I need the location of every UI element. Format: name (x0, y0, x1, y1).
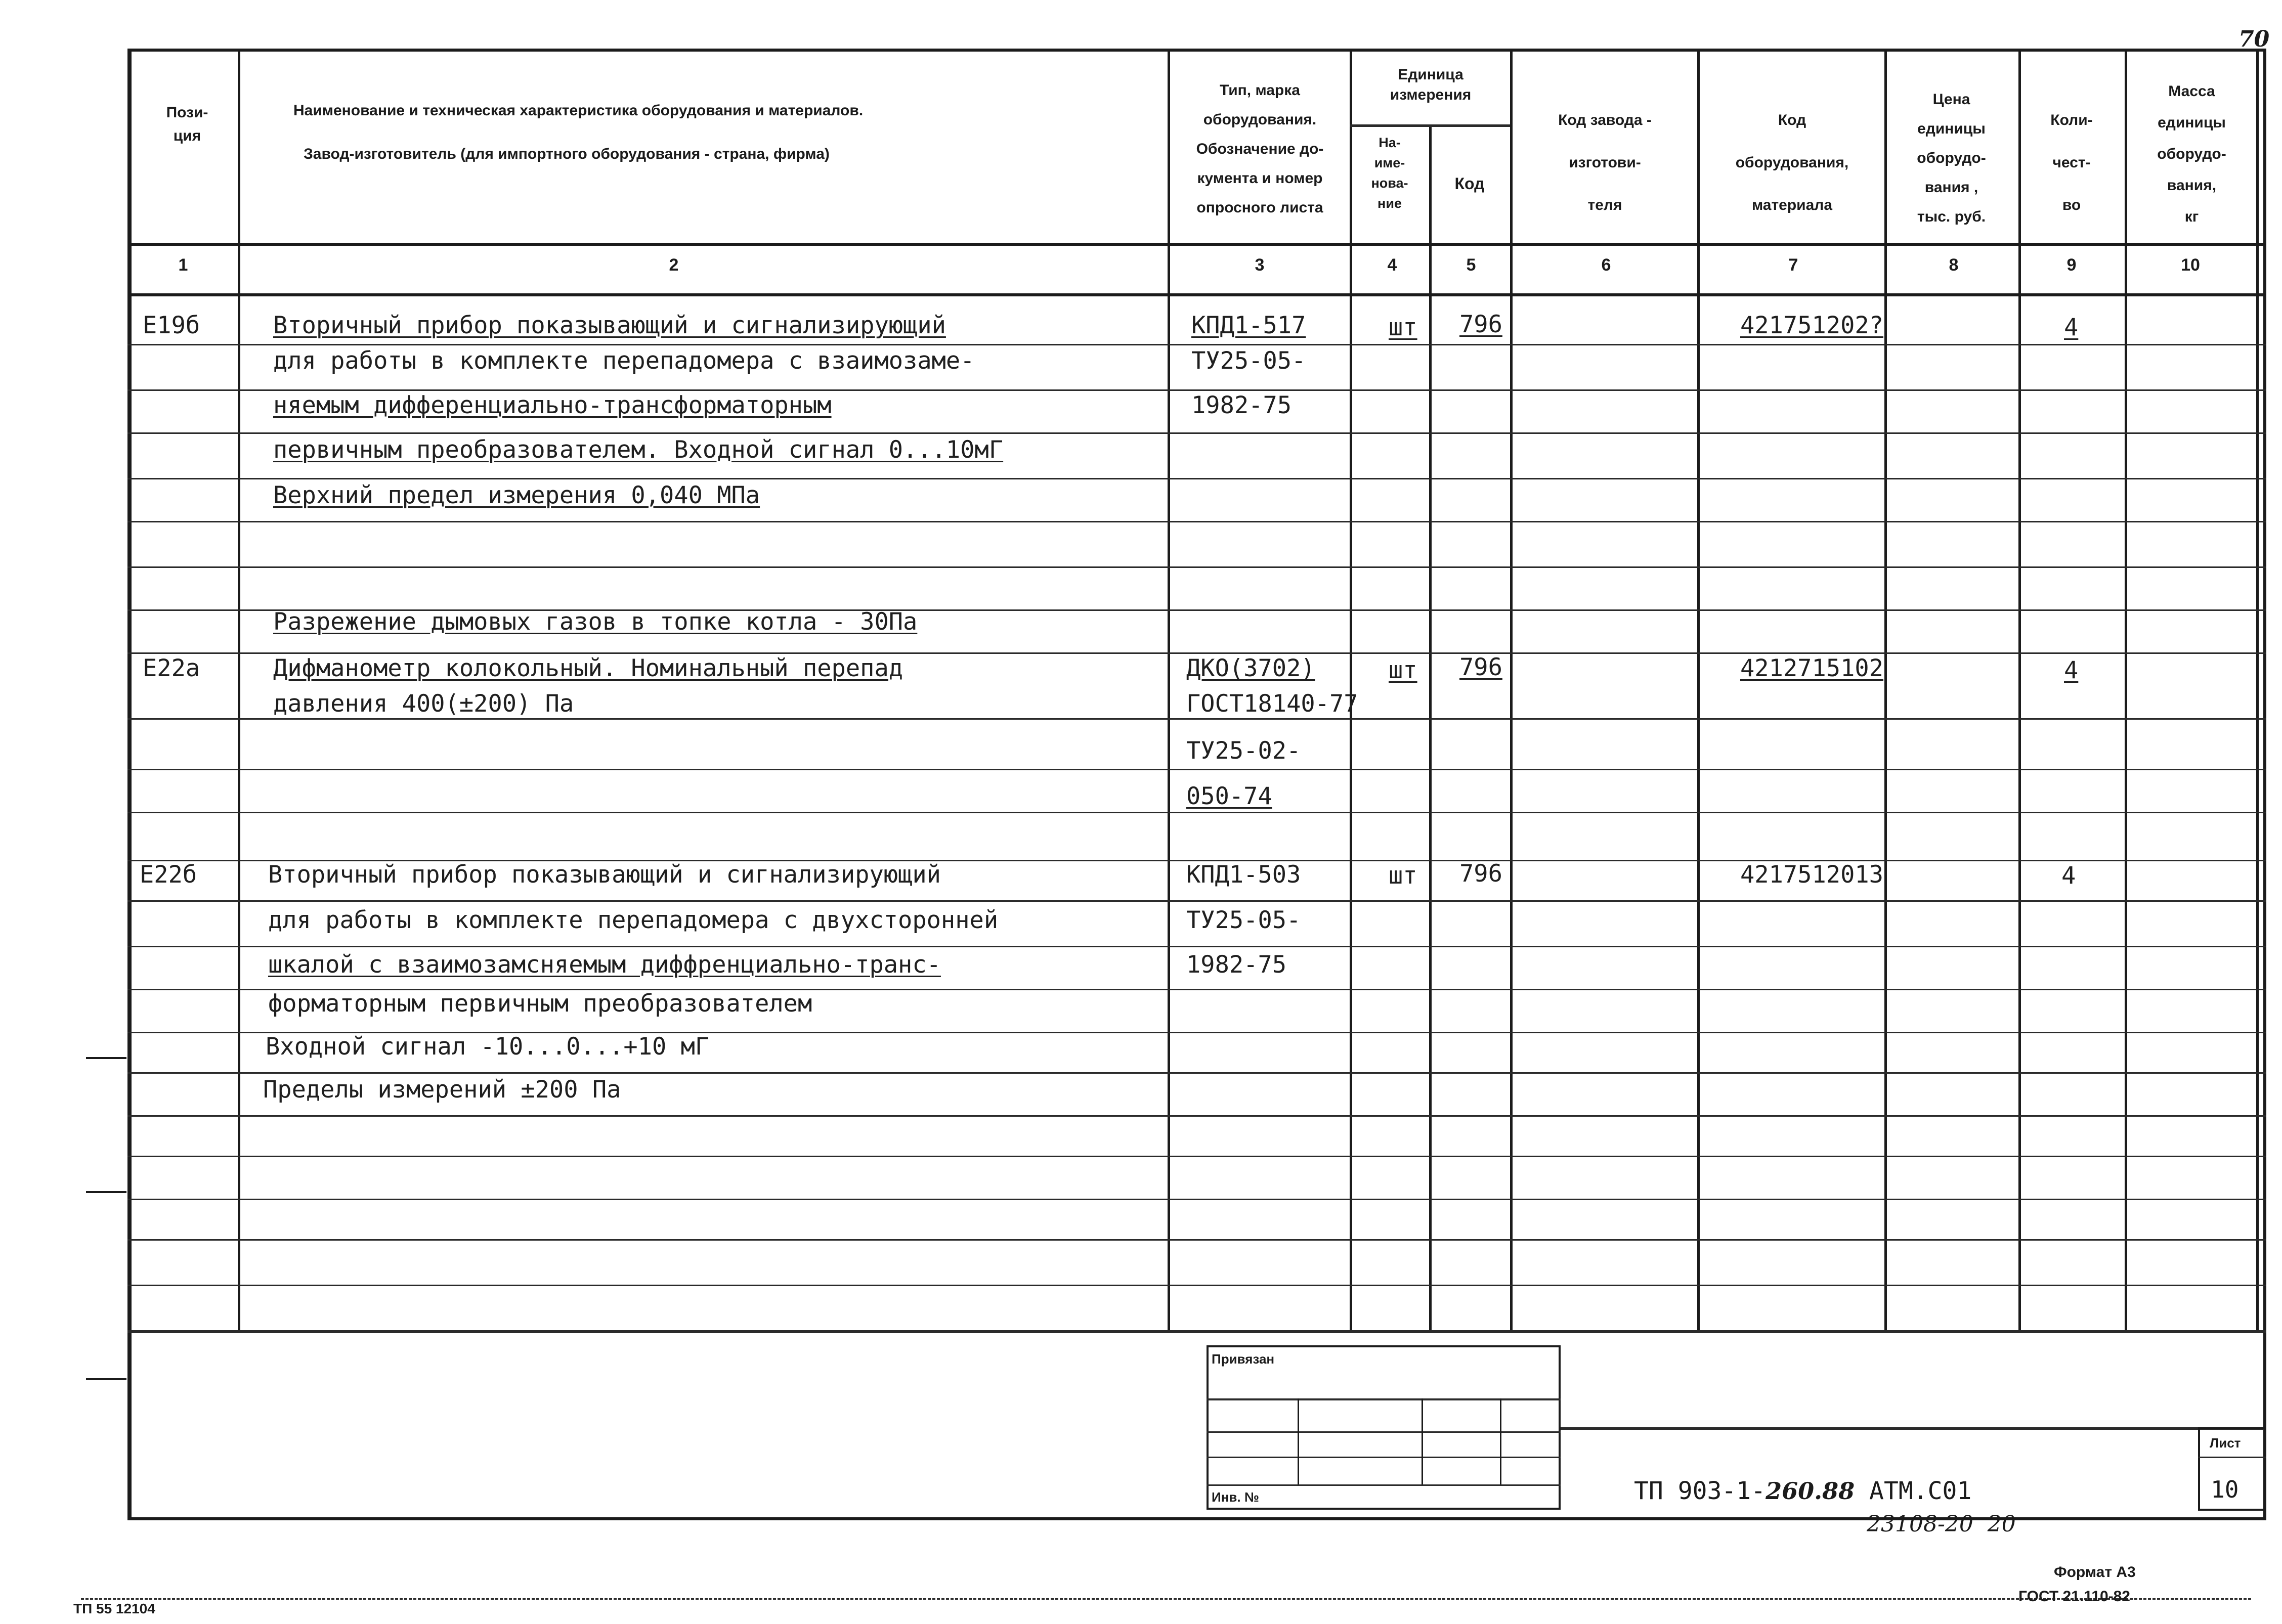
row-rule (127, 521, 2266, 522)
header-col2-l2: Завод-изготовитель (для импортного оборудования - страна, фирма) (304, 146, 830, 162)
row-rule (127, 1156, 2266, 1157)
row-rule (127, 432, 2266, 434)
header-col8-l5: тыс. руб. (1917, 208, 1986, 225)
unit-e22b: шт (1389, 862, 1417, 890)
header-col7 (1702, 99, 1882, 227)
stamp-rule (1207, 1484, 1561, 1486)
header-col4-l4: ние (1377, 196, 1402, 211)
col-number: 1 (178, 255, 188, 275)
margin-tick (86, 1191, 126, 1193)
header-col10-l1: Масса (2168, 83, 2215, 100)
col-number: 9 (2066, 255, 2077, 275)
header-col8 (1887, 85, 2016, 232)
header-col3 (1173, 76, 1347, 223)
position-e22a: Е22а (143, 654, 200, 682)
desc-line: первичным преобразователем. Входной сигнал 0...10мГ (273, 436, 1004, 464)
row-rule (127, 344, 2266, 345)
desc-line: Верхний предел измерения 0,040 МПа (273, 481, 760, 509)
stamp-divider (1500, 1398, 1501, 1484)
unit-group-divider (1350, 124, 1510, 127)
col-number: 5 (1466, 255, 1476, 275)
header-col8-l4: вания , (1924, 179, 1978, 196)
unit-code-e22a: 796 (1459, 653, 1502, 681)
row-rule (127, 769, 2266, 770)
unit-code-e19b: 796 (1459, 311, 1502, 338)
unit-code-e22b: 796 (1459, 860, 1502, 888)
header-col3-l4: кумента и номер (1197, 170, 1323, 187)
desc-line: Дифманометр колокольный. Номинальный перепад (273, 654, 903, 682)
header-col7-l2: оборудования, (1735, 154, 1849, 171)
margin-tick (86, 1057, 126, 1059)
header-col9-l1: Коли- (2050, 112, 2093, 128)
list-label: Лист (2210, 1435, 2241, 1451)
row-rule (127, 566, 2266, 568)
col-divider (2125, 49, 2127, 1331)
margin-tick (86, 1378, 126, 1380)
inv-no-label: Инв. № (1212, 1489, 1259, 1505)
header-col10-l4: вания, (2167, 177, 2217, 194)
col-divider (1168, 49, 1170, 1331)
row-rule (127, 900, 2266, 902)
stamp-divider (1422, 1398, 1423, 1484)
header-col10 (2127, 76, 2256, 233)
col-number: 8 (1949, 255, 1959, 275)
unit-e19b: шт (1389, 314, 1417, 341)
col-number: 2 (669, 255, 679, 275)
header-col3-l2: оборудования. (1203, 111, 1317, 128)
equip-code-e22a: 4212715102 (1740, 654, 1883, 682)
col-number: 10 (2181, 255, 2200, 275)
header-col7-l1: Код (1778, 112, 1806, 128)
header-col2 (293, 99, 1153, 166)
header-col10-l3: оборудо- (2157, 146, 2226, 162)
stamp-divider (1298, 1398, 1299, 1484)
header-col3-l3: Обозначение до- (1196, 141, 1324, 157)
row-rule (127, 1115, 2266, 1117)
equip-code-e22b: 4217512013 (1740, 861, 1883, 889)
position-e22b: Е22б (140, 861, 197, 889)
hand-number: 23108-20 20 (1867, 1511, 2016, 1537)
header-col2-l1: Наименование и техническая характеристика оборудования и материалов. (293, 102, 864, 119)
desc-line: для работы в комплекте перепадомера с двухсторонней (268, 906, 999, 934)
desc-line: шкалой с взаимозамсняемым диффренциально-транс- (268, 951, 941, 979)
qty-e19b: 4 (2064, 314, 2079, 341)
row-rule (127, 1285, 2266, 1286)
unit-e22a: шт (1389, 656, 1417, 684)
desc-line: для работы в комплекте перепадомера с взаимозаме- (273, 347, 975, 375)
header-col6-l3: теля (1587, 197, 1622, 213)
title-block-rule (1561, 1427, 2266, 1430)
type-line: 050-74 (1186, 782, 1272, 810)
desc-line: Вторичный прибор показывающий и сигнализирующий (268, 861, 941, 889)
type-line: ТУ25-05- (1186, 906, 1301, 934)
stamp-rule (1207, 1398, 1561, 1400)
col-number: 3 (1255, 255, 1265, 275)
row-rule (127, 1072, 2266, 1074)
type-line: ДКО(3702) (1186, 654, 1315, 682)
col-divider (1429, 124, 1432, 1331)
header-col6-l1: Код завода - (1558, 112, 1652, 128)
gost-label: ГОСТ 21.110-82 (2018, 1588, 2130, 1605)
header-col8-l2: единицы (1917, 120, 1986, 137)
header-col9-l3: во (2062, 197, 2081, 213)
header-unit-group-l2: измерения (1390, 86, 1472, 103)
sheet-corner-number: 70 (2238, 26, 2270, 52)
col-divider (2018, 49, 2021, 1331)
col-number: 4 (1387, 255, 1397, 275)
type-line: КПД1-517 (1191, 312, 1306, 339)
table-bottom-rule (127, 1330, 2266, 1333)
type-line: 1982-75 (1191, 391, 1292, 419)
type-line: КПД1-503 (1186, 861, 1301, 889)
col-number: 6 (1601, 255, 1611, 275)
desc-line: Входной сигнал -10...0...+10 мГ (266, 1033, 710, 1061)
header-col8-l1: Цена (1932, 91, 1970, 108)
privyazan-label: Привязан (1212, 1351, 1275, 1367)
header-col1 (137, 101, 238, 148)
desc-line: няемым дифференциально-трансформаторным (273, 391, 832, 419)
format-label: Формат А3 (2054, 1564, 2136, 1581)
row-rule (127, 1239, 2266, 1241)
footer-left: ТП 55 12104 (73, 1601, 155, 1616)
doc-code-hand: 260.88 (1766, 1477, 1855, 1505)
header-col4-l1: На- (1379, 135, 1401, 150)
row-rule (127, 812, 2266, 813)
header-col1-l1: Пози- (166, 104, 208, 121)
col-number: 7 (1788, 255, 1798, 275)
col-divider (1510, 49, 1513, 1331)
desc-line: давления 400(±200) Па (273, 690, 574, 718)
header-col9 (2021, 99, 2122, 227)
header-col6 (1515, 99, 1695, 227)
doc-code-suffix: АТМ.С01 (1855, 1477, 1972, 1505)
header-col7-l3: материала (1751, 197, 1833, 213)
desc-line: Вторичный прибор показывающий и сигнализирующий (273, 312, 946, 339)
header-col4 (1352, 133, 1428, 213)
header-col1-l2: ция (173, 127, 201, 144)
type-line: ТУ25-02- (1186, 737, 1301, 765)
col-divider (2256, 49, 2259, 1331)
qty-e22b: 4 (2061, 862, 2076, 890)
col-divider (1884, 49, 1887, 1331)
footer-rule (81, 1598, 2251, 1600)
header-col6-l2: изготови- (1569, 154, 1641, 171)
row-rule (127, 1199, 2266, 1200)
header-col3-l1: Тип, марка (1220, 82, 1300, 99)
document-code (1634, 1477, 1971, 1505)
row-rule (127, 478, 2266, 479)
equip-code-e19b: 421751202? (1740, 312, 1883, 339)
header-col5: Код (1454, 174, 1485, 193)
list-box-rule (2198, 1457, 2266, 1458)
header-unit-group-l1: Единица (1398, 66, 1463, 83)
header-col4-l3: нова- (1371, 175, 1408, 191)
doc-code-prefix: ТП 903-1- (1634, 1477, 1766, 1505)
header-col9-l2: чест- (2052, 154, 2091, 171)
header-col3-l5: опросного листа (1196, 199, 1323, 216)
stamp-rule (1207, 1457, 1561, 1458)
row-rule (127, 946, 2266, 947)
type-line: 1982-75 (1186, 951, 1287, 979)
list-value: 10 (2211, 1476, 2239, 1503)
type-line: ГОСТ18140-77 (1186, 690, 1358, 718)
col-divider (1697, 49, 1700, 1331)
section-note: Разрежение дымовых газов в топке котла - 30Па (273, 608, 918, 636)
position-e19b: Е19б (143, 312, 200, 339)
header-col10-l2: единицы (2158, 114, 2226, 131)
desc-line: форматорным первичным преобразователем (268, 990, 812, 1018)
header-col4-l2: име- (1374, 155, 1405, 170)
header-col8-l3: оборудо- (1917, 150, 1986, 166)
header-unit-group (1355, 65, 1506, 105)
desc-line: Пределы измерений ±200 Па (263, 1076, 621, 1104)
header-col10-l5: кг (2184, 208, 2199, 225)
stamp-rule (1207, 1431, 1561, 1433)
col-divider (238, 49, 240, 1331)
type-line: ТУ25-05- (1191, 347, 1306, 375)
qty-e22a: 4 (2064, 656, 2079, 684)
